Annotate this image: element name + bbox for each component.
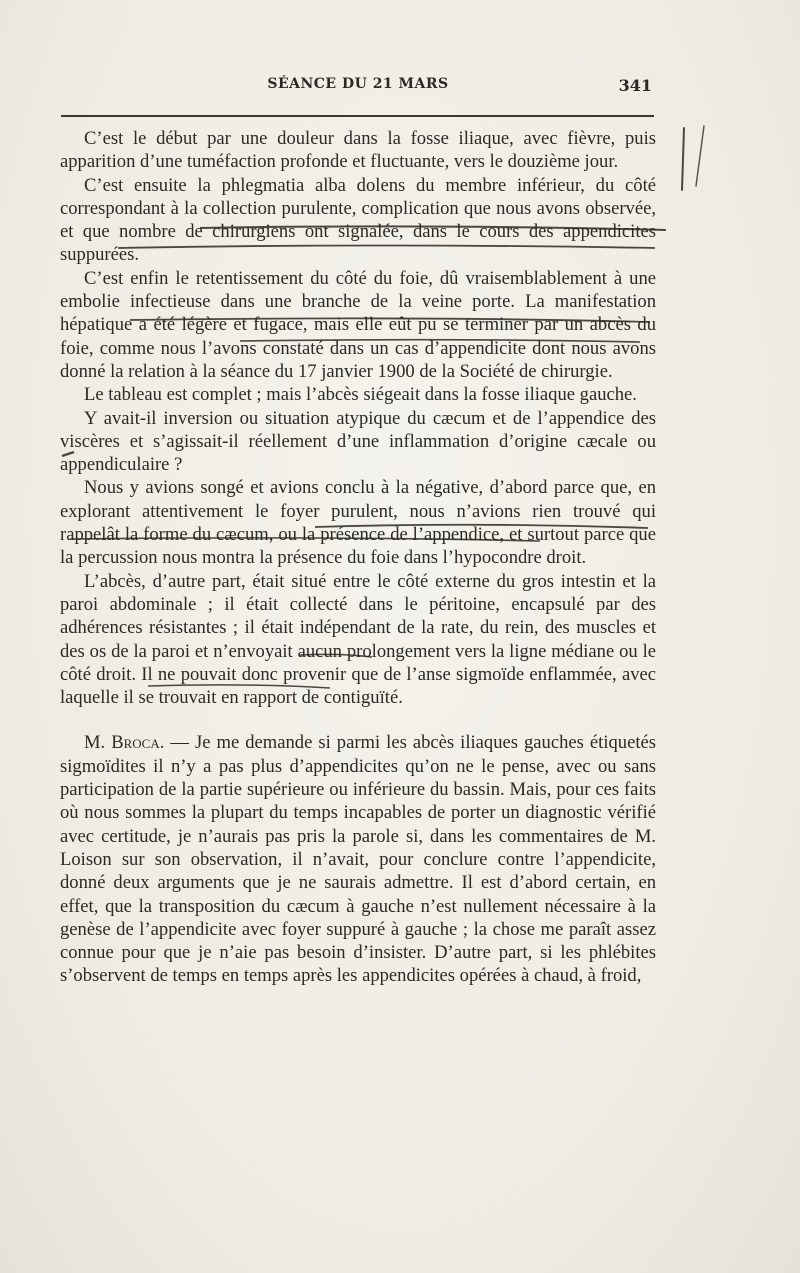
page-header xyxy=(60,76,656,102)
paragraph: C’est le début par une douleur dans la fosse iliaque, avec fièvre, puis apparition d’une tuméfaction profonde et fluctuante, vers le douzième jour. xyxy=(60,128,656,173)
speaker-text: — Je me demande si parmi les abcès iliaques gauches étiquetés sigmoïdites il n’y a pas plus d’appendicites qu’on ne le pense, avec ou sans participation de la partie supérieure ou inférieure du bassin. Mais, pour ces faits où nous sommes la plupart du temps incapables de porter un diagnostic vérifié avec certitude, je n’aurais pas pris la parole si, dans les commentaires de M. Loison sur son observation, il n’avait, pour conclure contre l’appendicite, donné deux arguments que je ne saurais admettre. Il est d’abord certain, en effet, que la transposition du cæcum à gauche n’est nullement nécessaire à la genèse de l’appendicite avec foyer suppuré à gauche ; la chose me paraît assez connue pour que je n’aie pas besoin d’insister. D’autre part, si les phlébites s’observent de temps en temps après les appendicites opérées à chaud, à froid, xyxy=(60,732,656,987)
paragraph: Le tableau est complet ; mais l’abcès siégeait dans la fosse iliaque gauche. xyxy=(84,384,637,406)
header-rule xyxy=(61,115,654,117)
margin-pencil-marks xyxy=(678,124,728,194)
speaker-name: M. Broca. xyxy=(84,732,165,754)
body-text xyxy=(60,127,656,988)
paragraph: C’est ensuite la phlegmatia alba dolens du membre inférieur, du côté correspondant à la collection purulente, complication que nous avons observée, et que nombre de chirurgiens ont signalée, dans le cours des appendicites suppurées. xyxy=(60,174,656,266)
speaker-paragraph xyxy=(60,731,656,987)
paragraph: C’est enfin le retentissement du côté du foie, dû vraisemblablement à une embolie infectieuse dans une branche de la veine porte. La manifestation hépatique a été légère et fugace, mais elle eût pu se terminer par un abcès du foie, comme nous l’avons constaté dans un cas d’appendicite dont nous avons donné la relation à la séance du 17 janvier 1900 de la Société de chirurgie. xyxy=(60,267,656,382)
paragraph: L’abcès, d’autre part, était situé entre le côté externe du gros intestin et la paroi abdominale ; il était collecté dans le péritoine, encapsulé par des adhérences résistantes ; il était indépendant de la rate, du rein, des muscles et des os de la paroi et n’envoyait aucun prolongement vers la ligne médiane ou le côté droit. Il ne pouvait donc provenir que de l’anse sigmoïde enflammée, avec laquelle il se trouvait en rapport de contiguïté. xyxy=(60,570,656,709)
paragraph: Y avait-il inversion ou situation atypique du cæcum et de l’appendice des viscères et s’agissait-il réellement d’une inflammation d’origine cæcale ou appendiculaire ? xyxy=(60,407,656,476)
page-number: 341 xyxy=(618,76,652,95)
running-title: SÉANCE DU 21 MARS xyxy=(267,76,449,92)
paragraph: Nous y avions songé et avions conclu à la négative, d’abord parce que, en explorant attentivement le foyer purulent, nous n’avions rien trouvé qui rappelât la forme du cæcum, ou la présence de l’appendice, et surtout parce que la percussion nous montra la présence du foie dans l’hypocondre droit. xyxy=(60,477,656,569)
